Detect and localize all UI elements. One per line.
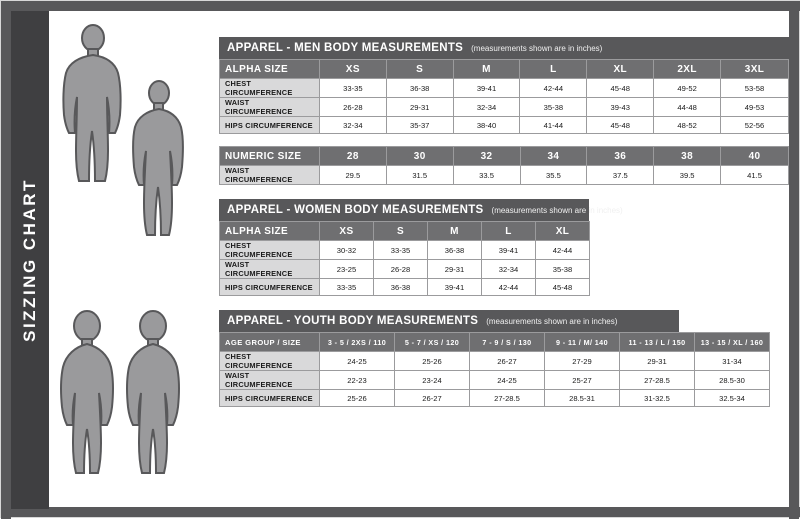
- cell: 32-34: [482, 260, 536, 279]
- cell: 41.5: [721, 166, 789, 185]
- youth-table-header: [219, 310, 679, 332]
- youth-age-group-header: AGE GROUP / SIZE: [220, 333, 320, 352]
- numeric-col-34: 34: [520, 147, 587, 166]
- numeric-size-table: [219, 146, 789, 185]
- cell: 45-48: [587, 79, 654, 98]
- cell: 31-32.5: [620, 390, 695, 407]
- table-row: [220, 147, 789, 166]
- frame-top-border: [1, 1, 800, 11]
- cell: 27-28.5: [470, 390, 545, 407]
- cell: 29-31: [428, 260, 482, 279]
- cell: 45-48: [536, 279, 590, 296]
- numeric-col-40: 40: [721, 147, 789, 166]
- boy-front-figure: [127, 311, 179, 473]
- table-row: [220, 371, 770, 390]
- cell: 23-24: [395, 371, 470, 390]
- youth-col-m: 9 - 11 / M/ 140: [545, 333, 620, 352]
- sizing-tables-container: [219, 37, 789, 421]
- table-row: [220, 352, 770, 371]
- cell: 39-43: [587, 98, 654, 117]
- cell: 37.5: [587, 166, 654, 185]
- cell: 39-41: [428, 279, 482, 296]
- numeric-col-28: 28: [319, 147, 386, 166]
- men-col-2xl: 2XL: [654, 60, 721, 79]
- cell: 32.5-34: [695, 390, 770, 407]
- row-label: CHEST CIRCUMFERENCE: [220, 79, 320, 98]
- cell: 44-48: [654, 98, 721, 117]
- cell: 26-28: [374, 260, 428, 279]
- cell: 24-25: [470, 371, 545, 390]
- youth-measurements-table: [219, 332, 770, 407]
- cell: 39.5: [654, 166, 721, 185]
- numeric-col-32: 32: [453, 147, 520, 166]
- cell: 48-52: [654, 117, 721, 134]
- table-row: [220, 98, 789, 117]
- cell: 33-35: [374, 241, 428, 260]
- cell: 35.5: [520, 166, 587, 185]
- cell: 29.5: [319, 166, 386, 185]
- youth-col-xl: 13 - 15 / XL / 160: [695, 333, 770, 352]
- men-alpha-size-header: ALPHA SIZE: [220, 60, 320, 79]
- cell: 53-58: [721, 79, 789, 98]
- cell: 26-27: [470, 352, 545, 371]
- cell: 31.5: [386, 166, 453, 185]
- men-measurements-table: [219, 59, 789, 134]
- cell: 28.5-30: [695, 371, 770, 390]
- table-row: [220, 333, 770, 352]
- cell: 24-25: [320, 352, 395, 371]
- cell: 39-41: [482, 241, 536, 260]
- cell: 33-35: [319, 79, 386, 98]
- numeric-col-36: 36: [587, 147, 654, 166]
- woman-front-figure: [133, 81, 183, 235]
- frame-left-border: [1, 1, 11, 519]
- row-label: WAIST CIRCUMFERENCE: [220, 98, 320, 117]
- table-row: [220, 241, 590, 260]
- cell: 33-35: [320, 279, 374, 296]
- man-front-figure: [63, 25, 120, 181]
- row-label: WAIST CIRCUMFERENCE: [220, 166, 320, 185]
- table-row: [220, 166, 789, 185]
- cell: 29-31: [620, 352, 695, 371]
- body-figures-illustration: [49, 11, 217, 509]
- women-col-s: S: [374, 222, 428, 241]
- cell: 42-44: [536, 241, 590, 260]
- cell: 23-25: [320, 260, 374, 279]
- cell: 29-31: [386, 98, 453, 117]
- women-col-l: L: [482, 222, 536, 241]
- page-title: SIZZING CHART: [20, 178, 39, 342]
- youth-col-l: 11 - 13 / L / 150: [620, 333, 695, 352]
- youth-table-title: APPAREL - YOUTH BODY MEASUREMENTS: [227, 315, 479, 327]
- table-row: [220, 117, 789, 134]
- numeric-col-30: 30: [386, 147, 453, 166]
- row-label: WAIST CIRCUMFERENCE: [220, 371, 320, 390]
- cell: 25-26: [320, 390, 395, 407]
- cell: 35-38: [520, 98, 587, 117]
- row-label: CHEST CIRCUMFERENCE: [220, 352, 320, 371]
- men-col-xl: XL: [587, 60, 654, 79]
- men-col-s: S: [386, 60, 453, 79]
- cell: 32-34: [453, 98, 520, 117]
- cell: 33.5: [453, 166, 520, 185]
- youth-col-xs: 5 - 7 / XS / 120: [395, 333, 470, 352]
- cell: 27-29: [545, 352, 620, 371]
- men-col-3xl: 3XL: [721, 60, 789, 79]
- numeric-size-header: NUMERIC SIZE: [220, 147, 320, 166]
- row-label: HIPS CIRCUMFERENCE: [220, 390, 320, 407]
- youth-table-note: (measurements shown are in inches): [486, 316, 618, 326]
- cell: 45-48: [587, 117, 654, 134]
- numeric-col-38: 38: [654, 147, 721, 166]
- cell: 49-52: [654, 79, 721, 98]
- numeric-size-block: [219, 146, 789, 185]
- row-label: HIPS CIRCUMFERENCE: [220, 279, 320, 296]
- cell: 42-44: [520, 79, 587, 98]
- table-row: [220, 60, 789, 79]
- girl-front-figure: [61, 311, 113, 473]
- row-label: CHEST CIRCUMFERENCE: [220, 241, 320, 260]
- table-row: [220, 279, 590, 296]
- table-row: [220, 260, 590, 279]
- cell: 32-34: [319, 117, 386, 134]
- cell: 35-37: [386, 117, 453, 134]
- youth-col-s: 7 - 9 / S / 130: [470, 333, 545, 352]
- men-col-m: M: [453, 60, 520, 79]
- frame-right-border: [789, 1, 799, 519]
- cell: 22-23: [320, 371, 395, 390]
- cell: 52-56: [721, 117, 789, 134]
- row-label: HIPS CIRCUMFERENCE: [220, 117, 320, 134]
- women-table-note: (measurements shown are in inches): [491, 205, 623, 215]
- cell: 30-32: [320, 241, 374, 260]
- women-col-m: M: [428, 222, 482, 241]
- women-table-title: APPAREL - WOMEN BODY MEASUREMENTS: [227, 204, 484, 216]
- men-table-title: APPAREL - MEN BODY MEASUREMENTS: [227, 42, 464, 54]
- table-row: [220, 222, 590, 241]
- cell: 39-41: [453, 79, 520, 98]
- cell: 25-26: [395, 352, 470, 371]
- sidebar-title-bar: [11, 11, 49, 509]
- row-label: WAIST CIRCUMFERENCE: [220, 260, 320, 279]
- women-col-xl: XL: [536, 222, 590, 241]
- cell: 36-38: [428, 241, 482, 260]
- cell: 35-38: [536, 260, 590, 279]
- youth-measurements-block: [219, 310, 789, 407]
- men-col-xs: XS: [319, 60, 386, 79]
- cell: 42-44: [482, 279, 536, 296]
- cell: 41-44: [520, 117, 587, 134]
- men-table-note: (measurements shown are in inches): [471, 43, 603, 53]
- women-col-xs: XS: [320, 222, 374, 241]
- table-row: [220, 79, 789, 98]
- women-measurements-block: [219, 199, 789, 296]
- men-col-l: L: [520, 60, 587, 79]
- cell: 36-38: [374, 279, 428, 296]
- women-table-header: [219, 199, 623, 221]
- cell: 27-28.5: [620, 371, 695, 390]
- men-measurements-block: [219, 37, 789, 134]
- cell: 49-53: [721, 98, 789, 117]
- cell: 28.5-31: [545, 390, 620, 407]
- youth-col-2xs: 3 - 5 / 2XS / 110: [320, 333, 395, 352]
- cell: 26-27: [395, 390, 470, 407]
- table-row: [220, 390, 770, 407]
- cell: 38-40: [453, 117, 520, 134]
- women-alpha-size-header: ALPHA SIZE: [220, 222, 320, 241]
- men-table-header: [219, 37, 789, 59]
- cell: 25-27: [545, 371, 620, 390]
- cell: 26-28: [319, 98, 386, 117]
- cell: 31-34: [695, 352, 770, 371]
- cell: 36-38: [386, 79, 453, 98]
- women-measurements-table: [219, 221, 590, 296]
